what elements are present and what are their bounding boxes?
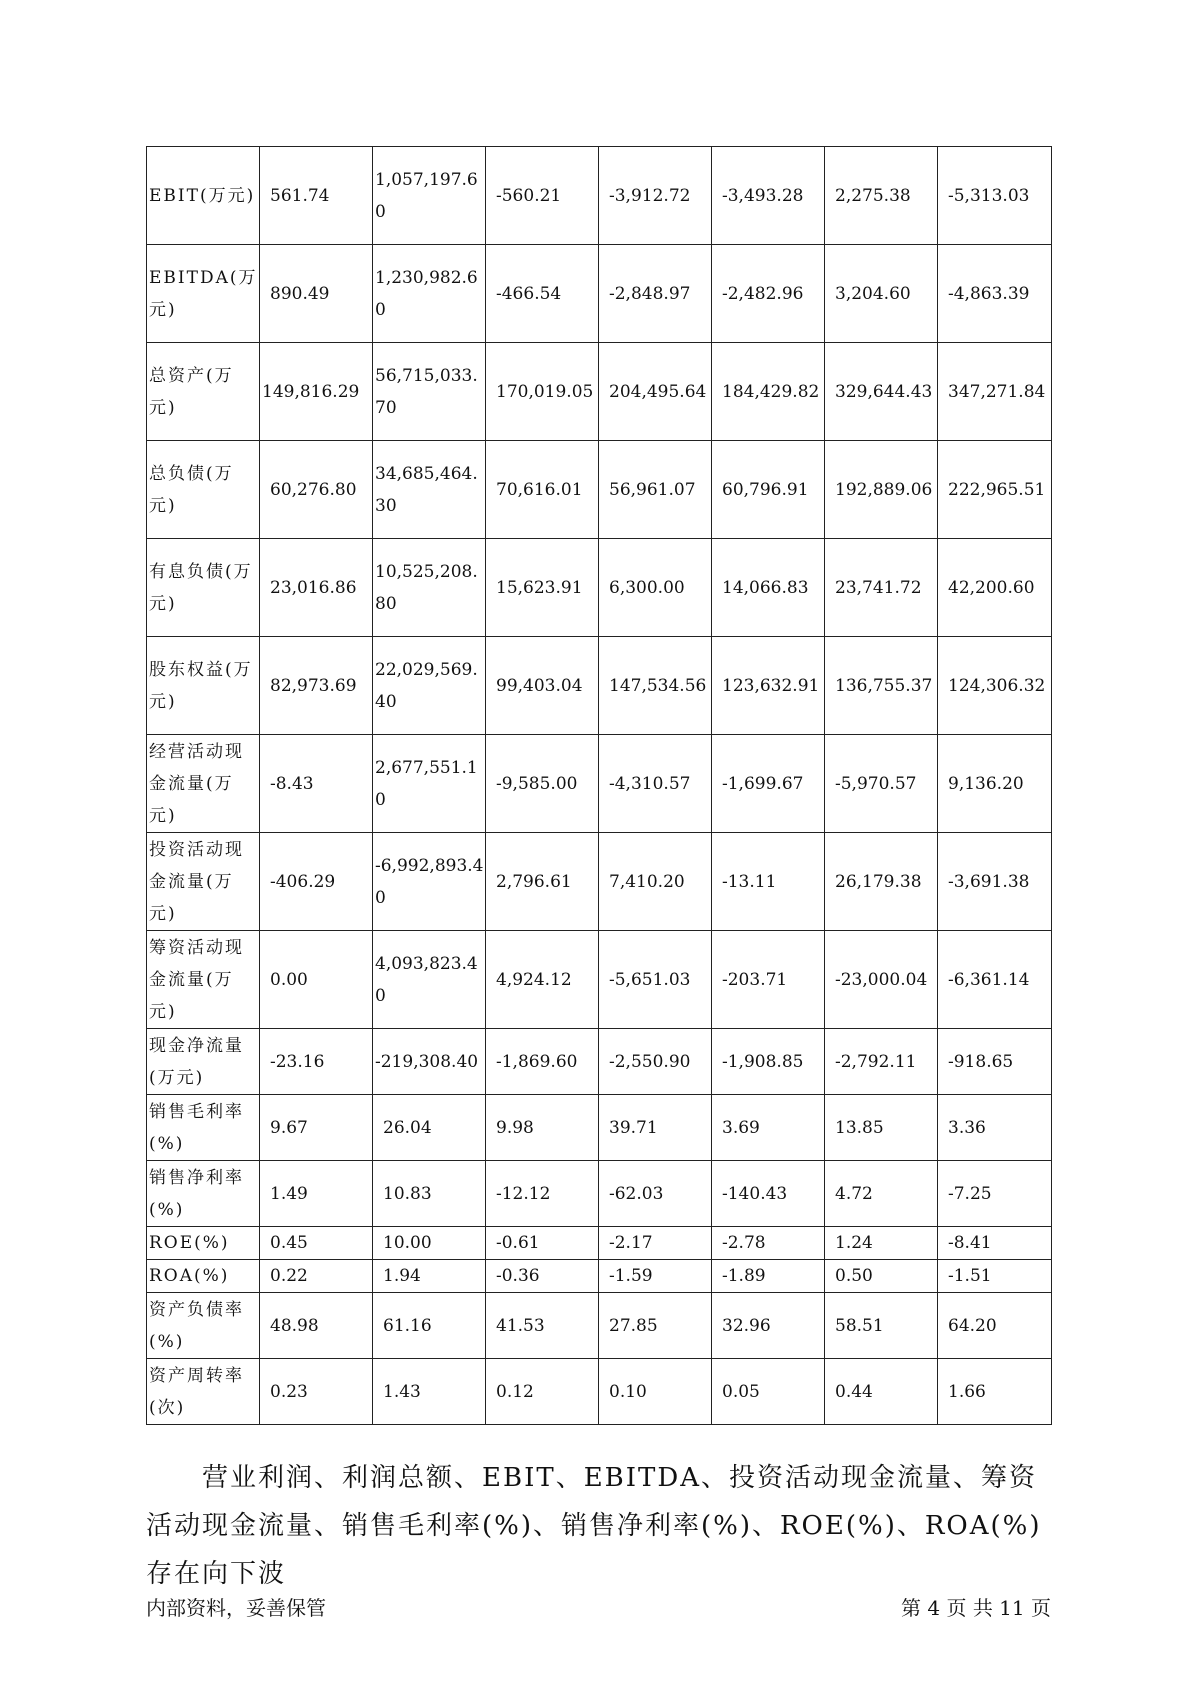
table-cell: 58.51 [825,1293,938,1359]
row-label: 总资产(万元) [147,343,260,441]
table-cell: -62.03 [599,1161,712,1227]
row-label: 股东权益(万元) [147,637,260,735]
table-cell: -140.43 [712,1161,825,1227]
table-cell: 9.98 [486,1095,599,1161]
table-cell: -406.29 [260,833,373,931]
row-label: EBIT(万元) [147,147,260,245]
table-cell: -3,493.28 [712,147,825,245]
table-cell: 4,924.12 [486,931,599,1029]
table-cell: 39.71 [599,1095,712,1161]
table-cell: 2,796.61 [486,833,599,931]
table-cell: 0.44 [825,1359,938,1425]
table-row [147,1161,1052,1227]
table-cell: -1,869.60 [486,1029,599,1095]
table-cell: 99,403.04 [486,637,599,735]
table-cell: 3.69 [712,1095,825,1161]
table-row [147,637,1052,735]
table-row [147,539,1052,637]
table-cell: 7,410.20 [599,833,712,931]
table-cell: -2,550.90 [599,1029,712,1095]
table-cell: -13.11 [712,833,825,931]
row-label: EBITDA(万元) [147,245,260,343]
row-label: 经营活动现金流量(万元) [147,735,260,833]
table-cell: -1,699.67 [712,735,825,833]
table-cell: 347,271.84 [938,343,1052,441]
table-cell: 82,973.69 [260,637,373,735]
table-row [147,1293,1052,1359]
table-cell: -203.71 [712,931,825,1029]
row-label: 总负债(万元) [147,441,260,539]
table-cell: -8.41 [938,1227,1052,1260]
table-cell: 42,200.60 [938,539,1052,637]
table-row [147,1029,1052,1095]
table-cell: -5,651.03 [599,931,712,1029]
table-cell: 27.85 [599,1293,712,1359]
table-cell: -1.89 [712,1260,825,1293]
table-cell: -7.25 [938,1161,1052,1227]
table-cell: -1.59 [599,1260,712,1293]
table-cell: 204,495.64 [599,343,712,441]
table-cell: -4,310.57 [599,735,712,833]
table-row [147,1260,1052,1293]
footer-confidential-note: 内部资料，妥善保管 [146,1596,326,1620]
table-cell: 13.85 [825,1095,938,1161]
table-cell: 26,179.38 [825,833,938,931]
table-cell: 10.83 [373,1161,486,1227]
table-cell: -560.21 [486,147,599,245]
table-cell: 561.74 [260,147,373,245]
table-cell: 23,016.86 [260,539,373,637]
row-label: 筹资活动现金流量(万元) [147,931,260,1029]
table-cell: -0.36 [486,1260,599,1293]
table-cell: -2,482.96 [712,245,825,343]
table-cell: 0.45 [260,1227,373,1260]
table-row [147,1227,1052,1260]
table-cell: 222,965.51 [938,441,1052,539]
table-cell: 124,306.32 [938,637,1052,735]
table-cell: 23,741.72 [825,539,938,637]
table-cell: 329,644.43 [825,343,938,441]
row-label: ROA(%) [147,1260,260,1293]
table-cell: 60,276.80 [260,441,373,539]
table-cell: 890.49 [260,245,373,343]
table-cell: 32.96 [712,1293,825,1359]
table-cell: 147,534.56 [599,637,712,735]
table-cell: 4.72 [825,1161,938,1227]
table-cell: -5,313.03 [938,147,1052,245]
table-cell: 136,755.37 [825,637,938,735]
table-cell: 26.04 [373,1095,486,1161]
table-cell: 10.00 [373,1227,486,1260]
table-cell: 149,816.29 [260,343,373,441]
table-cell: -4,863.39 [938,245,1052,343]
table-row [147,441,1052,539]
table-cell: -2.17 [599,1227,712,1260]
table-cell: -23,000.04 [825,931,938,1029]
table-cell: -8.43 [260,735,373,833]
table-cell: 170,019.05 [486,343,599,441]
table-cell: 1.49 [260,1161,373,1227]
table-row [147,245,1052,343]
row-label: 投资活动现金流量(万元) [147,833,260,931]
table-cell: 34,685,464.30 [373,441,486,539]
table-cell: 0.50 [825,1260,938,1293]
table-cell: -3,691.38 [938,833,1052,931]
financial-metrics-table [146,146,1052,1425]
row-label: 现金净流量(万元) [147,1029,260,1095]
table-cell: 61.16 [373,1293,486,1359]
table-cell: -23.16 [260,1029,373,1095]
table-cell: 2,275.38 [825,147,938,245]
table-cell: 0.00 [260,931,373,1029]
table-cell: 184,429.82 [712,343,825,441]
table-cell: 2,677,551.10 [373,735,486,833]
table-cell: -2,848.97 [599,245,712,343]
table-cell: -6,992,893.40 [373,833,486,931]
table-cell: 1,230,982.60 [373,245,486,343]
table-row [147,1359,1052,1425]
table-cell: 56,715,033.70 [373,343,486,441]
table-cell: -5,970.57 [825,735,938,833]
table-cell: 22,029,569.40 [373,637,486,735]
table-cell: 0.23 [260,1359,373,1425]
table-cell: 3.36 [938,1095,1052,1161]
table-cell: -3,912.72 [599,147,712,245]
table-cell: 123,632.91 [712,637,825,735]
table-cell: 64.20 [938,1293,1052,1359]
table-cell: -2.78 [712,1227,825,1260]
table-cell: 14,066.83 [712,539,825,637]
row-label: 销售净利率(%) [147,1161,260,1227]
footer-page-number: 第 4 页 共 11 页 [901,1596,1051,1620]
row-label: 资产负债率(%) [147,1293,260,1359]
body-paragraph: 营业利润、利润总额、EBIT、EBITDA、投资活动现金流量、筹资活动现金流量、销售毛利率(%)、销售净利率(%)、ROE(%)、ROA(%)存在向下波 [146,1463,1042,1589]
table-cell: 4,093,823.40 [373,931,486,1029]
table-cell: 9.67 [260,1095,373,1161]
table-cell: -6,361.14 [938,931,1052,1029]
table-cell: 3,204.60 [825,245,938,343]
table-cell: -12.12 [486,1161,599,1227]
table-cell: 15,623.91 [486,539,599,637]
table-cell: 1.94 [373,1260,486,1293]
table-cell: -918.65 [938,1029,1052,1095]
table-row [147,147,1052,245]
table-cell: 9,136.20 [938,735,1052,833]
table-cell: 10,525,208.80 [373,539,486,637]
table-cell: 0.10 [599,1359,712,1425]
table-cell: 192,889.06 [825,441,938,539]
table-cell: -1,908.85 [712,1029,825,1095]
table-cell: 1.66 [938,1359,1052,1425]
table-cell: 0.05 [712,1359,825,1425]
row-label: 有息负债(万元) [147,539,260,637]
table-cell: 6,300.00 [599,539,712,637]
table-cell: 1,057,197.60 [373,147,486,245]
table-cell: -2,792.11 [825,1029,938,1095]
row-label: 销售毛利率(%) [147,1095,260,1161]
table-cell: 70,616.01 [486,441,599,539]
table-row [147,931,1052,1029]
row-label: ROE(%) [147,1227,260,1260]
table-cell: 48.98 [260,1293,373,1359]
table-cell: 1.24 [825,1227,938,1260]
table-cell: -466.54 [486,245,599,343]
table-cell: 56,961.07 [599,441,712,539]
table-row [147,343,1052,441]
table-row [147,735,1052,833]
table-cell: -0.61 [486,1227,599,1260]
table-row [147,833,1052,931]
table-cell: 0.12 [486,1359,599,1425]
row-label: 资产周转率(次) [147,1359,260,1425]
table-cell: 60,796.91 [712,441,825,539]
table-cell: -219,308.40 [373,1029,486,1095]
table-cell: -9,585.00 [486,735,599,833]
table-cell: 1.43 [373,1359,486,1425]
table-cell: 0.22 [260,1260,373,1293]
table-cell: -1.51 [938,1260,1052,1293]
table-cell: 41.53 [486,1293,599,1359]
table-row [147,1095,1052,1161]
